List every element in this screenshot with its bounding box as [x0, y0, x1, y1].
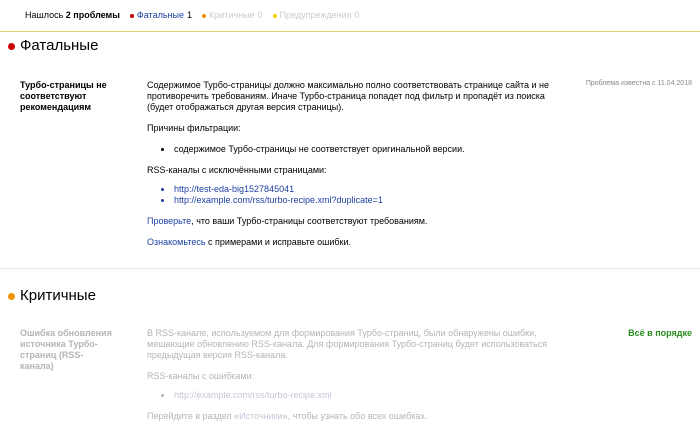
- fatal-section-header: [8, 37, 98, 55]
- examples-link[interactable]: Ознакомьтесь: [147, 237, 206, 247]
- filter-warnings-label: Предупреждения: [279, 10, 352, 20]
- fatal-problem-description: Содержимое Турбо-страницы должно максимально полно соответствовать странице сайта и не противоречить требованиям. Иначе Турбо-страница попадет под фильтр и пропадёт из поиска (будет отображаться другая версия страницы).: [147, 80, 550, 112]
- critical-section-title: Критичные: [20, 287, 96, 304]
- problem-known-since: Проблема известна с 11.04.2018: [585, 80, 692, 87]
- problem-filter-bar: [0, 0, 700, 32]
- found-count: 2 проблемы: [65, 10, 120, 20]
- examples-line: [147, 237, 567, 248]
- fatal-dot-icon: [8, 43, 15, 50]
- fatal-problem-body: [147, 80, 567, 258]
- critical-problem-name: Ошибка обновления источника Турбо-страниц (RSS-канала): [20, 328, 112, 371]
- rss-excluded-list: [147, 184, 567, 206]
- found-prefix: Нашлось: [25, 10, 64, 20]
- rss-link[interactable]: http://example.com/rss/turbo-recipe.xml?duplicate=1: [174, 195, 383, 205]
- filter-critical-count: 0: [257, 10, 263, 20]
- reasons-title: Причины фильтрации:: [147, 123, 241, 133]
- filter-critical-label: Критичные: [208, 10, 255, 20]
- rss-errors-list: [147, 390, 567, 401]
- critical-problem-description: В RSS-канале, используемом для формирования Турбо-страниц, были обнаружены ошибки, мешающие обновлению RSS-канала. Для формирования Турбо-страниц будет использоваться предыдущая версия RSS-канала.: [147, 328, 548, 360]
- critical-section-header: [8, 287, 96, 305]
- found-summary: [25, 10, 120, 21]
- critical-dot-icon: [8, 293, 15, 300]
- check-rest-text: , что ваши Турбо-страницы соответствуют требованиям.: [191, 216, 428, 226]
- filter-warnings-count: 0: [354, 10, 360, 20]
- critical-dot-icon: [202, 14, 206, 18]
- goto-prefix-text: Перейдите в раздел «: [147, 411, 240, 421]
- filter-warnings[interactable]: [273, 10, 360, 21]
- sources-link[interactable]: Источники: [239, 411, 283, 421]
- check-line: [147, 216, 567, 227]
- section-divider: [0, 268, 700, 269]
- check-link[interactable]: Проверьте: [147, 216, 192, 226]
- fatal-problem-name: Турбо-страницы не соответствуют рекомендациям: [20, 80, 107, 112]
- reasons-list: [147, 144, 567, 155]
- rss-errors-title: RSS-каналы с ошибками:: [147, 371, 255, 381]
- fatal-dot-icon: [130, 14, 134, 18]
- warning-dot-icon: [273, 14, 277, 18]
- reason-item: содержимое Турбо-страницы не соответствует оригинальной версии.: [147, 144, 567, 155]
- filter-fatal-count: 1: [186, 10, 192, 20]
- goto-rest-text: », чтобы узнать обо всех ошибках.: [282, 411, 428, 421]
- rss-excluded-title: RSS-каналы с исключёнными страницами:: [147, 165, 327, 175]
- rss-link[interactable]: http://example.com/rss/turbo-recipe.xml: [174, 390, 332, 400]
- filter-critical[interactable]: [202, 10, 263, 21]
- critical-problem-body: [147, 328, 567, 432]
- filter-fatal-label: Фатальные: [136, 10, 184, 20]
- status-badge: Всё в порядке: [628, 328, 692, 338]
- fatal-section-title: Фатальные: [20, 37, 99, 54]
- rss-link[interactable]: http://test-eda-big1527845041: [174, 184, 295, 194]
- filter-fatal[interactable]: [130, 10, 192, 21]
- goto-line: [147, 411, 567, 422]
- examples-rest-text: с примерами и исправьте ошибки.: [205, 237, 351, 247]
